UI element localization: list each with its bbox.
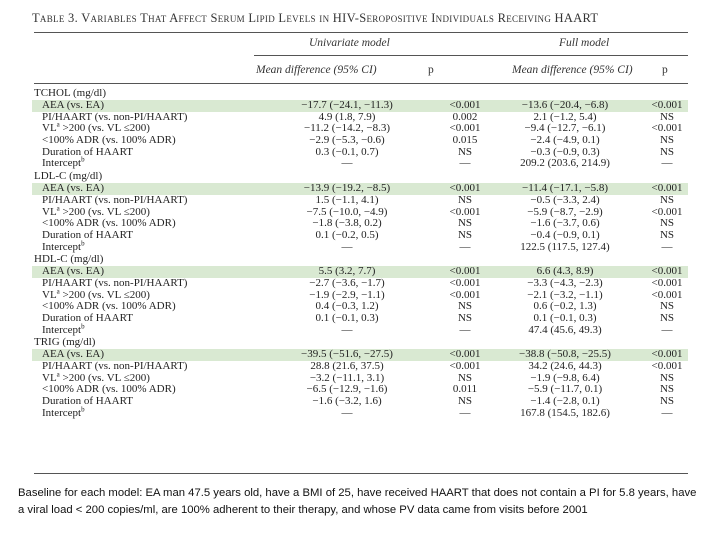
full-mean-diff-cell: 0.1 (−0.1, 0.3) xyxy=(533,312,597,324)
univariate-p-cell: <0.001 xyxy=(449,360,481,373)
univariate-mean-diff-cell: −39.5 (−51.6, −27.5) xyxy=(301,348,393,361)
row-label-text: Intercept xyxy=(42,406,82,419)
univariate-mean-diff-cell: −2.9 (−5.3, −0.6) xyxy=(309,134,385,147)
table-row xyxy=(32,100,688,112)
full-mean-diff-cell: −5.9 (−8.7, −2.9) xyxy=(527,205,603,218)
univariate-p-cell: NS xyxy=(457,312,473,324)
section-title: HDL-C (mg/dl) xyxy=(34,253,104,266)
univariate-mean-diff-cell: 4.9 (1.8, 7.9) xyxy=(318,110,376,123)
footnote-marker: b xyxy=(81,155,85,164)
univariate-mean-diff-cell: 0.4 (−0.3, 1.2) xyxy=(315,300,379,313)
table-row xyxy=(32,313,688,325)
full-p-cell: NS xyxy=(659,395,675,408)
row-label xyxy=(42,238,85,254)
univariate-p-cell: <0.001 xyxy=(449,205,481,218)
full-mean-diff-cell: −11.4 (−17.1, −5.8) xyxy=(521,182,609,195)
univariate-mean-diff-cell: 0.3 (−0.1, 0.7) xyxy=(315,145,379,158)
full-p-cell: NS xyxy=(659,134,675,147)
row-label: PI/HAART (vs. non-PI/HAART) xyxy=(42,110,188,123)
full-mean-diff-cell: −9.4 (−12.7, −6.1) xyxy=(524,122,606,135)
univariate-p-cell: <0.001 xyxy=(449,276,481,289)
table-row xyxy=(32,135,688,147)
full-p-cell: <0.001 xyxy=(651,360,683,373)
univariate-mean-diff-cell: −11.2 (−14.2, −8.3) xyxy=(303,122,391,135)
univariate-mean-diff-cell: 0.1 (−0.1, 0.3) xyxy=(315,312,379,324)
full-p-cell: <0.001 xyxy=(651,265,683,278)
univariate-mean-diff-cell: — xyxy=(341,406,353,419)
table-title: Table 3. Variables That Affect Serum Lipid Levels in HIV-Seropositive Individuals Receiving HAART xyxy=(32,11,599,25)
full-p-header: p xyxy=(662,64,668,76)
full-p-cell: — xyxy=(661,323,673,336)
univariate-mean-diff-cell: −1.9 (−2.9, −1.1) xyxy=(309,288,385,301)
row-label: Duration of HAART xyxy=(42,312,133,324)
univariate-mean-diff-header: Mean difference (95% CI) xyxy=(256,64,377,76)
full-mean-diff-cell: −13.6 (−20.4, −6.8) xyxy=(521,99,609,111)
row-label-text: >200 (vs. VL ≤200) xyxy=(59,205,150,218)
footnote-marker: a xyxy=(56,286,60,295)
univariate-p-cell: 0.011 xyxy=(452,383,478,396)
full-model-header: Full model xyxy=(559,37,610,49)
univariate-p-cell: <0.001 xyxy=(449,99,481,111)
row-label-text: >200 (vs. VL ≤200) xyxy=(59,288,150,301)
full-p-cell: <0.001 xyxy=(651,99,683,111)
full-mean-diff-cell: −0.4 (−0.9, 0.1) xyxy=(530,228,600,241)
footnote-marker: b xyxy=(81,238,85,247)
univariate-p-cell: NS xyxy=(457,300,473,313)
univariate-p-cell: <0.001 xyxy=(449,122,481,135)
full-p-cell: NS xyxy=(659,371,675,384)
full-p-cell: <0.001 xyxy=(651,122,683,135)
full-p-cell: — xyxy=(661,406,673,419)
row-label xyxy=(42,405,85,420)
univariate-mean-diff-cell: −2.7 (−3.6, −1.7) xyxy=(309,276,385,289)
univariate-mean-diff-cell: −13.9 (−19.2, −8.5) xyxy=(303,182,391,195)
full-p-cell: NS xyxy=(659,193,675,206)
table-row xyxy=(32,405,688,420)
full-mean-diff-cell: −0.3 (−0.9, 0.3) xyxy=(530,145,600,158)
full-p-cell: <0.001 xyxy=(651,276,683,289)
row-label: AEA (vs. EA) xyxy=(42,182,105,195)
table-row xyxy=(32,155,688,170)
full-mean-diff-cell: 6.6 (4.3, 8.9) xyxy=(536,265,594,278)
lipid-table xyxy=(32,7,688,475)
full-p-cell: <0.001 xyxy=(651,288,683,301)
rule-header-bottom xyxy=(34,83,688,84)
full-mean-diff-cell: 34.2 (24.6, 44.3) xyxy=(528,360,602,373)
univariate-mean-diff-cell: −17.7 (−24.1, −11.3) xyxy=(301,99,393,111)
full-mean-diff-cell: 167.8 (154.5, 182.6) xyxy=(520,406,610,419)
row-label: PI/HAART (vs. non-PI/HAART) xyxy=(42,193,188,206)
row-label-text: Intercept xyxy=(42,157,82,170)
row-label: <100% ADR (vs. 100% ADR) xyxy=(42,383,176,396)
univariate-p-cell: NS xyxy=(457,217,473,230)
footnote-marker: b xyxy=(81,322,85,331)
rule-top xyxy=(34,32,688,33)
full-p-cell: NS xyxy=(659,383,675,396)
section-title: LDL-C (mg/dl) xyxy=(34,170,103,183)
table-row xyxy=(32,238,688,254)
row-label-prefix: VL xyxy=(42,371,57,384)
univariate-p-cell: NS xyxy=(457,395,473,408)
rule-bottom xyxy=(34,473,688,474)
full-p-cell: — xyxy=(661,157,673,170)
full-mean-diff-cell: 122.5 (117.5, 127.4) xyxy=(520,240,610,253)
row-label-text: >200 (vs. VL ≤200) xyxy=(59,122,150,135)
table-row xyxy=(32,230,688,242)
univariate-p-cell: <0.001 xyxy=(449,265,481,278)
univariate-p-cell: NS xyxy=(457,371,473,384)
univariate-mean-diff-cell: 5.5 (3.2, 7.7) xyxy=(318,265,376,278)
univariate-mean-diff-cell: −3.2 (−11.1, 3.1) xyxy=(309,371,385,384)
full-p-cell: NS xyxy=(659,145,675,158)
row-label: Duration of HAART xyxy=(42,145,133,158)
full-p-cell: <0.001 xyxy=(651,205,683,218)
table-row xyxy=(32,322,688,337)
rule-header-mid xyxy=(254,55,688,56)
table-body xyxy=(32,88,688,420)
univariate-header: Univariate model xyxy=(309,37,390,49)
full-p-cell: <0.001 xyxy=(651,182,683,195)
row-label: PI/HAART (vs. non-PI/HAART) xyxy=(42,360,188,373)
full-mean-diff-header: Mean difference (95% CI) xyxy=(512,64,633,76)
univariate-p-cell: NS xyxy=(457,228,473,241)
section-title: TCHOL (mg/dl) xyxy=(34,87,106,99)
univariate-mean-diff-cell: — xyxy=(341,157,353,170)
univariate-mean-diff-cell: −6.5 (−12.9, −1.6) xyxy=(306,383,388,396)
row-label: Duration of HAART xyxy=(42,228,133,241)
row-label: AEA (vs. EA) xyxy=(42,348,105,361)
full-mean-diff-cell: 47.4 (45.6, 49.3) xyxy=(528,323,602,336)
full-p-cell: NS xyxy=(659,228,675,241)
univariate-p-cell: <0.001 xyxy=(449,288,481,301)
section-title: TRIG (mg/dl) xyxy=(34,336,96,349)
full-p-cell: NS xyxy=(659,312,675,324)
univariate-mean-diff-cell: — xyxy=(341,240,353,253)
univariate-p-cell: — xyxy=(459,240,471,253)
univariate-mean-diff-cell: −1.6 (−3.2, 1.6) xyxy=(312,395,382,408)
univariate-p-cell: — xyxy=(459,157,471,170)
row-label: <100% ADR (vs. 100% ADR) xyxy=(42,300,176,313)
row-label: AEA (vs. EA) xyxy=(42,99,105,111)
univariate-p-cell: — xyxy=(459,406,471,419)
univariate-mean-diff-cell: 0.1 (−0.2, 0.5) xyxy=(315,228,379,241)
full-mean-diff-cell: −2.1 (−3.2, −1.1) xyxy=(527,288,603,301)
univariate-p-cell: NS xyxy=(457,145,473,158)
univariate-mean-diff-cell: −1.8 (−3.8, 0.2) xyxy=(312,217,382,230)
univariate-mean-diff-cell: 28.8 (21.6, 37.5) xyxy=(310,360,384,373)
univariate-p-cell: <0.001 xyxy=(449,348,481,361)
univariate-p-cell: NS xyxy=(457,193,473,206)
row-label-prefix: VL xyxy=(42,122,57,135)
full-p-cell: NS xyxy=(659,217,675,230)
row-label: <100% ADR (vs. 100% ADR) xyxy=(42,217,176,230)
univariate-mean-diff-cell: −7.5 (−10.0, −4.9) xyxy=(306,205,388,218)
univariate-mean-diff-cell: — xyxy=(341,323,353,336)
full-mean-diff-cell: −0.5 (−3.3, 2.4) xyxy=(530,193,600,206)
row-label: AEA (vs. EA) xyxy=(42,265,105,278)
full-p-cell: <0.001 xyxy=(651,348,683,361)
full-mean-diff-cell: 0.6 (−0.2, 1.3) xyxy=(533,300,597,313)
full-mean-diff-cell: −1.4 (−2.8, 0.1) xyxy=(530,395,600,408)
row-label: <100% ADR (vs. 100% ADR) xyxy=(42,134,176,147)
footnote-marker: b xyxy=(81,405,85,414)
full-mean-diff-cell: −3.3 (−4.3, −2.3) xyxy=(527,276,603,289)
univariate-mean-diff-cell: 1.5 (−1.1, 4.1) xyxy=(315,193,379,206)
row-label xyxy=(42,155,85,170)
row-label: Duration of HAART xyxy=(42,395,133,408)
footnote-marker: a xyxy=(56,370,60,379)
univariate-p-cell: <0.001 xyxy=(449,182,481,195)
footnote-marker: a xyxy=(56,120,60,129)
univariate-p-cell: — xyxy=(459,323,471,336)
full-mean-diff-cell: −38.8 (−50.8, −25.5) xyxy=(519,348,611,361)
baseline-caption: Baseline for each model: EA man 47.5 years old, have a BMI of 25, have received HAART that does not contain a PI for 5.8 years, have a viral load < 200 copies/ml, are 100% adherent to their therapy, and whose PV data came from visits before 2001 xyxy=(18,487,697,516)
row-label-text: >200 (vs. VL ≤200) xyxy=(59,371,150,384)
full-mean-diff-cell: 2.1 (−1.2, 5.4) xyxy=(533,110,597,123)
full-mean-diff-cell: −2.4 (−4.9, 0.1) xyxy=(530,134,600,147)
full-mean-diff-cell: −1.6 (−3.7, 0.6) xyxy=(530,217,600,230)
row-label xyxy=(42,322,85,337)
full-mean-diff-cell: −5.9 (−11.7, 0.1) xyxy=(527,383,603,396)
full-p-cell: NS xyxy=(659,110,675,123)
row-label-prefix: VL xyxy=(42,288,57,301)
full-mean-diff-cell: 209.2 (203.6, 214.9) xyxy=(520,157,610,170)
full-p-cell: — xyxy=(661,240,673,253)
row-label-text: Intercept xyxy=(42,240,82,253)
footnote-marker: a xyxy=(56,203,60,212)
full-p-cell: NS xyxy=(659,300,675,313)
full-mean-diff-cell: −1.9 (−9.8, 6.4) xyxy=(530,371,600,384)
univariate-p-cell: 0.002 xyxy=(452,110,478,123)
row-label-text: Intercept xyxy=(42,323,82,336)
row-label: PI/HAART (vs. non-PI/HAART) xyxy=(42,276,188,289)
univariate-p-header: p xyxy=(428,64,434,76)
row-label-prefix: VL xyxy=(42,205,57,218)
univariate-p-cell: 0.015 xyxy=(452,134,478,147)
